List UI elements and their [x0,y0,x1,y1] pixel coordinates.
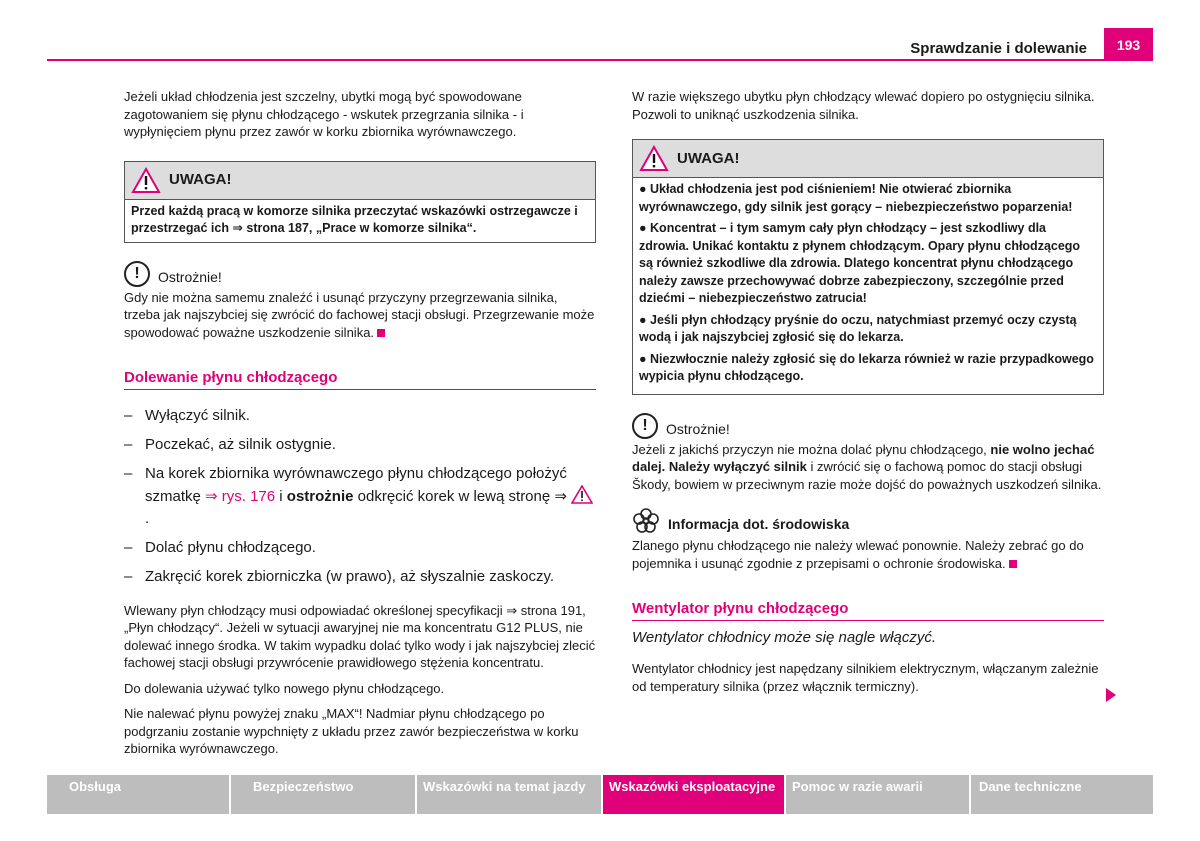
figure-link[interactable]: ⇒ rys. 176 [205,487,276,505]
nav-tab-pomoc[interactable]: Pomoc w razie awarii [786,775,969,814]
header-rule [47,59,1153,61]
nav-tab-bezpieczenstwo[interactable]: Bezpieczeństwo [231,775,415,814]
env-title: Informacja dot. środowiska [668,516,850,533]
steps-list [124,405,596,588]
para-spec: Wlewany płyn chłodzący musi odpowiadać określonej specyfikacji ⇒ strona 191, „Płyn chłodzący“. Jeżeli w sytuacji awaryjnej nie ma koncentratu G12 PLUS, nie dolewać innego środka. W takim wypadku dolać tylko wody i jak najszybciej zlecić fachowej stacji obsługi przywrócenie prawidłowego stężenia koncentratu. [124,602,596,670]
nav-tab-obsluga[interactable]: Obsługa [47,775,229,814]
next-page-arrow-icon [1106,688,1116,702]
caution-title: Ostrożnie! [158,268,222,285]
warning-item: ● Niezwłocznie należy zgłosić się do lekarza również w razie przypadkowego wypicia płynu chłodzącego. [639,351,1094,383]
step-item: – Zakręcić korek zbiorniczka (w prawo), aż słyszalnie zaskoczy. [124,567,555,585]
caution-icon: ! [632,413,658,439]
warning-title: UWAGA! [169,171,232,189]
page-title: Sprawdzanie i dolewanie [910,40,1087,57]
right-column [632,88,1104,703]
warning-item: ● Układ chłodzenia jest pod ciśnieniem! Nie otwierać zbiornika wyrównawczego, gdy silnik jest gorący – niebezpieczeństwo poparzenia! [639,182,1073,214]
warning-triangle-icon [131,167,161,194]
warning-triangle-icon [639,145,669,172]
end-marker [1009,560,1017,568]
section-title-fan: Wentylator płynu chłodzącego [632,600,1104,621]
caution-heading [632,413,1104,439]
caution-text: Gdy nie można samemu znaleźć i usunąć przyczyny przegrzewania silnika, trzeba jak najszybciej się zwrócić do fachowej stacji obsługi. Przegrzewanie może spowodować poważne uszkodzenie silnika. [124,289,595,340]
warning-item: ● Koncentrat – i tym samym cały płyn chłodzący – jest szkodliwy dla zdrowia. Unikać kontaktu z płynem chłodzącym. Opary płynu chłodzącego są również szkodliwe dla zdrowia. Dlatego koncentrat płynu chłodzącego należy zawsze przechowywać dobrze zabezpieczony, szczególnie przed dziećmi – niebezpieczeństwo zatrucia! [639,221,1081,305]
flower-icon [632,507,660,535]
caution-text: Jeżeli z jakichś przyczyn nie można dolać płynu chłodzącego, nie wolno jechać dalej. Należy wyłączyć silnik i zwrócić się o fachową pomoc do stacji obsługi Škody, bowiem w przeciwnym razie może dojść do poważnych uszkodzeń silnika. [632,441,1102,492]
caution-icon: ! [124,261,150,287]
para-new-coolant: Do dolewania używać tylko nowego płynu chłodzącego. [124,680,445,696]
fan-para: Wentylator chłodnicy jest napędzany silnikiem elektrycznym, włączanym zależnie od temperatury silnika (przez włącznik termiczny). [632,661,1099,694]
caution-heading [124,261,596,287]
env-text: Zlanego płynu chłodzącego nie należy wlewać ponownie. Należy zebrać go do pojemnika i usunąć zgodnie z przepisami o ochronie środowiska. [632,538,1084,571]
env-heading [632,507,1104,535]
fan-subtitle: Wentylator chłodnicy może się nagle włączyć. [632,628,937,646]
warning-item: ● Jeśli płyn chłodzący pryśnie do oczu, natychmiast przemyć oczy czystą wodą i jak najszybciej zgłosić się do lekarza. [639,312,1077,344]
step-item: – Na korek zbiornika wyrównawczego płynu chłodzącego położyć szmatkę ⇒ rys. 176 i ostrożnie odkręcić korek w lewą stronę ⇒ . [124,463,596,530]
warning-header [125,162,595,200]
step-item: – Poczekać, aż silnik ostygnie. [124,435,336,453]
para-max: Nie nalewać płynu powyżej znaku „MAX“! Nadmiar płynu chłodzącego po podgrzaniu zostanie wypchnięty z układu przez zawór bezpieczeństwa w korku zbiornika wyrównawczego. [124,706,579,756]
end-marker [377,329,385,337]
caution-title: Ostrożnie! [666,420,730,437]
nav-tab-dane-techniczne[interactable]: Dane techniczne [971,775,1153,814]
warning-triangle-icon [571,485,593,504]
warning-box [632,139,1104,395]
left-intro: Jeżeli układ chłodzenia jest szczelny, ubytki mogą być spowodowane zagotowaniem się płynu chłodzącego - wskutek przegrzania silnika - i wypłynięciem płynu przez zawór w korku zbiornika wyrównawczego. [124,89,524,139]
right-intro: W razie większego ubytku płyn chłodzący wlewać dopiero po ostygnięciu silnika. Pozwoli to uniknąć uszkodzenia silnika. [632,89,1095,122]
warning-list [633,178,1103,394]
warning-text: Przed każdą pracą w komorze silnika przeczytać wskazówki ostrzegawcze i przestrzegać ich ⇒ strona 187, „Prace w komorze silnika“. [131,203,578,235]
warning-box [124,161,596,243]
step-item: – Wyłączyć silnik. [124,406,250,424]
section-title-coolant: Dolewanie płynu chłodzącego [124,369,596,390]
nav-tab-wskazowki-jazdy[interactable]: Wskazówki na temat jazdy [417,775,601,814]
warning-title: UWAGA! [677,149,740,167]
step-item: – Dolać płynu chłodzącego. [124,538,316,556]
nav-tab-wskazowki-eksploatacyjne[interactable]: Wskazówki eksploatacyjne [603,775,784,814]
warning-header [633,140,1103,178]
page-number: 193 [1104,28,1153,61]
left-column [124,88,596,766]
